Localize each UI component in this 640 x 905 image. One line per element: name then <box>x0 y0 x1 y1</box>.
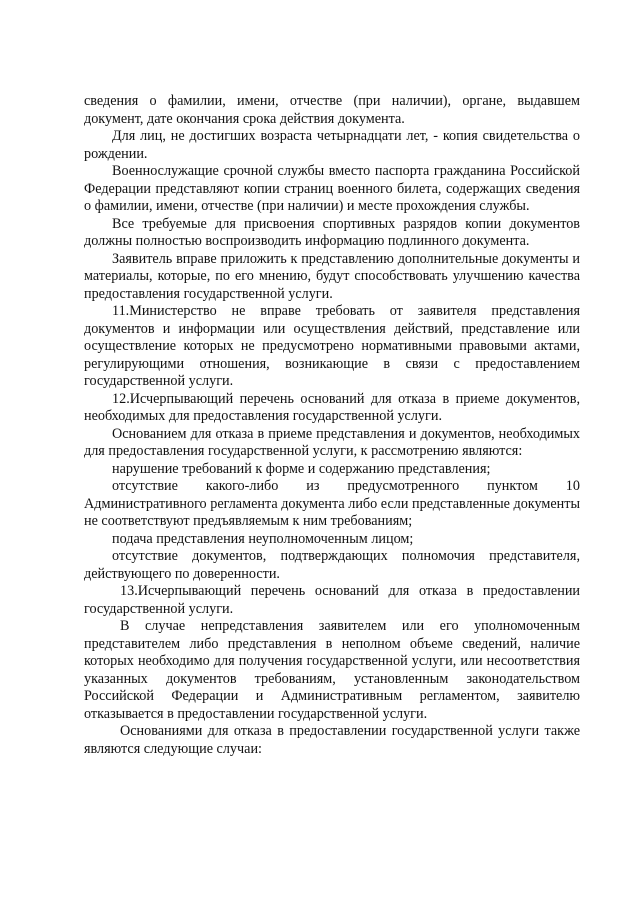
paragraph-section-12: 12.Исчерпывающий перечень оснований для отказа в приеме документов, необходимых для предоставления государственной услуги. <box>84 390 580 424</box>
paragraph-refusal-conditions: В случае непредставления заявителем или его уполномоченным представителем либо представления в неполном объеме сведений, наличие которых необходимо для получения государственной услуги, или несоответствия указанных документов требованиям, установленным законодательством Российской Федерации и Административным регламентом, заявителю отказывается в предоставлении государственной услуги. <box>84 618 580 722</box>
paragraph-birth-certificate: Для лиц, не достигших возраста четырнадцати лет, - копия свидетельства о рождении. <box>84 128 580 162</box>
paragraph-military-service: Военнослужащие срочной службы вместо паспорта гражданина Российской Федерации представляют копии страниц военного билета, содержащих сведения о фамилии, имени, отчестве (при наличии) и месте прохождения службы. <box>84 163 580 214</box>
list-item-form-violation: нарушение требований к форме и содержанию представления; <box>112 460 491 477</box>
paragraph-refusal-cases-intro: Основаниями для отказа в предоставлении государственной услуги также являются следующие случаи: <box>84 723 580 757</box>
paragraph-section-13: 13.Исчерпывающий перечень оснований для отказа в предоставлении государственной услуги. <box>84 583 580 617</box>
document-page <box>84 93 580 758</box>
list-item-unauthorized-person: подача представления неуполномоченным лицом; <box>112 530 414 547</box>
list-item-missing-document: отсутствие какого-либо из предусмотренного пунктом 10 Административного регламента документа либо если представленные документы не соответствуют предъявляемым к ним требованиям; <box>84 478 580 529</box>
paragraph-additional-documents: Заявитель вправе приложить к представлению дополнительные документы и материалы, которые, по его мнению, будут способствовать улучшению качества предоставления государственной услуги. <box>84 250 580 302</box>
paragraph-document-details: сведения о фамилии, имени, отчестве (при наличии), органе, выдавшем документ, дате окончания срока действия документа. <box>84 93 580 127</box>
paragraph-copies-requirement: Все требуемые для присвоения спортивных разрядов копии документов должны полностью воспроизводить информацию подлинного документа. <box>84 215 580 249</box>
list-item-missing-authority: отсутствие документов, подтверждающих полномочия представителя, действующего по доверенности. <box>84 548 580 582</box>
paragraph-section-11: 11.Министерство не вправе требовать от заявителя представления документов и информации или осуществления действий, представление или осуществление которых не предусмотрено нормативными правовыми актами, регулирующими отношения, возникающие в связи с предоставлением государственной услуги. <box>84 303 580 389</box>
paragraph-refusal-grounds-intro: Основанием для отказа в приеме представления и документов, необходимых для предоставления государственной услуги, к рассмотрению являются: <box>84 425 580 459</box>
